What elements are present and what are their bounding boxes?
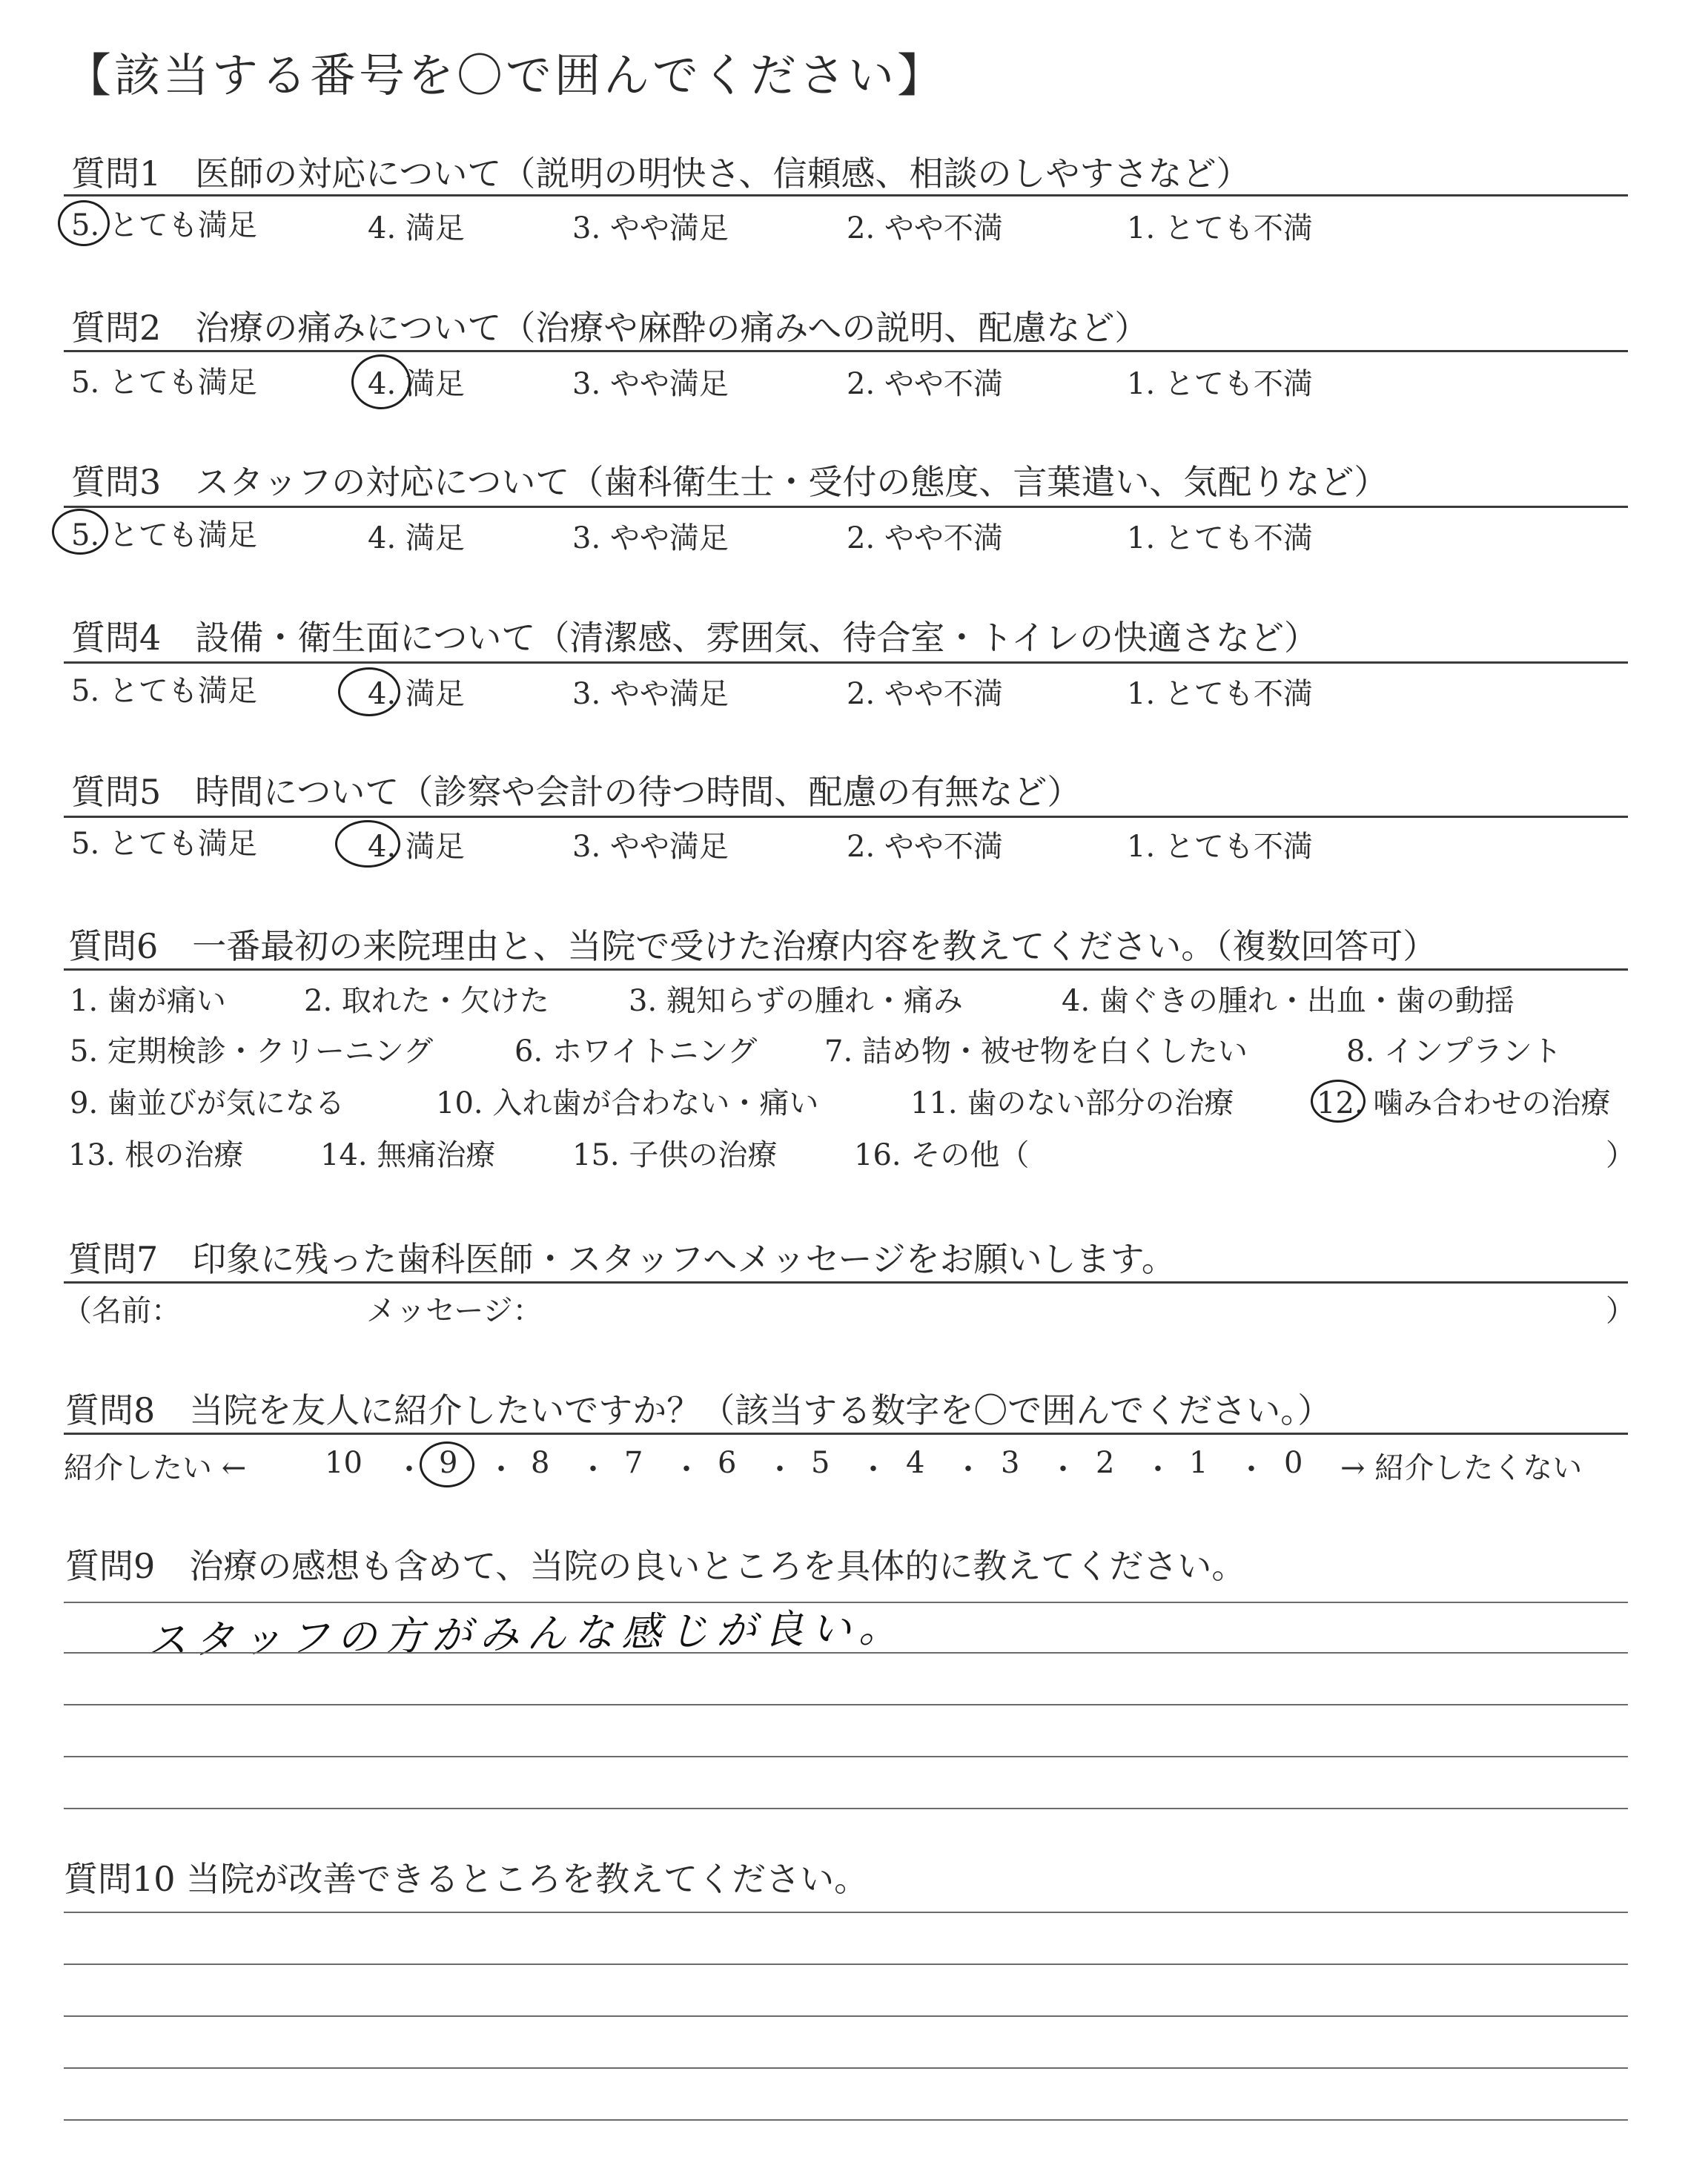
q10-line-3 xyxy=(64,2015,1628,2017)
q3-option-5[interactable]: 5. とても満足 xyxy=(71,518,257,552)
q6-option-5[interactable]: 5. 定期検診・クリーニング xyxy=(70,1034,434,1069)
q6-option-14[interactable]: 14. 無痛治療 xyxy=(320,1138,496,1172)
q9-line-3 xyxy=(64,1704,1628,1705)
q8-score-7[interactable]: 7 xyxy=(624,1446,643,1480)
q8-separator: ・ xyxy=(578,1453,608,1487)
q9-line-2 xyxy=(64,1652,1628,1654)
q3-selection-circle xyxy=(52,509,108,555)
q6-option-11[interactable]: 11. 歯のない部分の治療 xyxy=(910,1086,1234,1120)
q6-selection-circle xyxy=(1311,1080,1366,1123)
q8-score-6[interactable]: 6 xyxy=(718,1446,737,1480)
q8-separator: ・ xyxy=(858,1453,888,1487)
question-3-rule xyxy=(64,506,1628,508)
question-5-title: 質問5 時間について（診察や会計の待つ時間、配慮の有無など） xyxy=(71,772,1082,812)
q4-option-3[interactable]: 3. やや満足 xyxy=(572,677,729,711)
q6-option-10[interactable]: 10. 入れ歯が合わない・痛い xyxy=(436,1086,819,1120)
q9-handwritten-answer: スタッフの方がみんな感じが良い。 xyxy=(146,1604,907,1664)
question-1-rule xyxy=(64,194,1628,196)
q2-option-5[interactable]: 5. とても満足 xyxy=(71,366,257,400)
q8-score-9[interactable]: 9 xyxy=(439,1446,458,1480)
q8-separator: ・ xyxy=(765,1453,795,1487)
q3-option-2[interactable]: 2. やや不満 xyxy=(847,521,1003,555)
q7-close-paren: ） xyxy=(1606,1294,1635,1328)
q9-line-5 xyxy=(64,1808,1628,1809)
q10-line-4 xyxy=(64,2067,1628,2069)
question-10-title: 質問10 当院が改善できるところを教えてください。 xyxy=(64,1859,869,1899)
q4-option-5[interactable]: 5. とても満足 xyxy=(71,674,257,708)
q8-separator: ・ xyxy=(486,1453,516,1487)
q4-option-4[interactable]: 4. 満足 xyxy=(368,677,465,711)
q6-other-close-paren: ） xyxy=(1606,1138,1635,1172)
question-4-title: 質問4 設備・衛生面について（清潔感、雰囲気、待合室・トイレの快適さなど） xyxy=(71,618,1319,658)
q8-separator: ・ xyxy=(1143,1453,1173,1487)
question-9-title: 質問9 治療の感想も含めて、当院の良いところを具体的に教えてください。 xyxy=(65,1546,1246,1586)
question-7-rule xyxy=(64,1281,1628,1284)
q10-line-2 xyxy=(64,1964,1628,1965)
q8-score-4[interactable]: 4 xyxy=(906,1446,925,1480)
question-6-title: 質問6 一番最初の来院理由と、当院で受けた治療内容を教えてください。（複数回答可） xyxy=(68,926,1437,966)
q10-line-5 xyxy=(64,2119,1628,2121)
q3-option-4[interactable]: 4. 満足 xyxy=(368,521,465,555)
question-6-rule xyxy=(64,968,1628,971)
q2-selection-circle xyxy=(351,354,411,409)
q6-option-2[interactable]: 2. 取れた・欠けた xyxy=(304,984,549,1018)
question-3-title: 質問3 スタッフの対応について（歯科衛生士・受付の態度、言葉遣い、気配りなど） xyxy=(71,462,1388,502)
q7-message-label: メッセージ： xyxy=(366,1294,543,1328)
q6-option-8[interactable]: 8. インプラント xyxy=(1346,1034,1562,1069)
q1-option-4[interactable]: 4. 満足 xyxy=(368,211,465,245)
q6-option-15[interactable]: 15. 子供の治療 xyxy=(572,1138,778,1172)
q1-option-5[interactable]: 5. とても満足 xyxy=(71,208,257,242)
q1-option-1[interactable]: 1. とても不満 xyxy=(1127,211,1313,245)
q4-option-1[interactable]: 1. とても不満 xyxy=(1127,677,1313,711)
q2-option-3[interactable]: 3. やや満足 xyxy=(572,367,729,401)
question-5-rule xyxy=(64,816,1628,818)
q6-option-13[interactable]: 13. 根の治療 xyxy=(68,1138,244,1172)
q5-option-4[interactable]: 4. 満足 xyxy=(368,830,465,864)
q6-option-12[interactable]: 12. 噛み合わせの治療 xyxy=(1317,1086,1611,1120)
q5-option-5[interactable]: 5. とても満足 xyxy=(71,827,257,861)
q5-option-3[interactable]: 3. やや満足 xyxy=(572,830,729,864)
q8-separator: ・ xyxy=(672,1453,701,1487)
q5-option-2[interactable]: 2. やや不満 xyxy=(847,830,1003,864)
q8-separator: ・ xyxy=(394,1453,424,1487)
q8-score-0[interactable]: 0 xyxy=(1284,1446,1303,1480)
q1-option-3[interactable]: 3. やや満足 xyxy=(572,211,729,245)
q8-right-label: → 紹介したくない xyxy=(1340,1451,1583,1485)
q2-option-1[interactable]: 1. とても不満 xyxy=(1127,367,1313,401)
q7-name-label: （名前： xyxy=(62,1294,181,1328)
q6-option-7[interactable]: 7. 詰め物・被せ物を白くしたい xyxy=(824,1034,1248,1069)
q8-score-10[interactable]: 10 xyxy=(325,1446,363,1480)
question-2-rule xyxy=(64,350,1628,352)
q4-option-2[interactable]: 2. やや不満 xyxy=(847,677,1003,711)
q6-option-3[interactable]: 3. 親知らずの腫れ・痛み xyxy=(629,984,963,1018)
question-1-title: 質問1 医師の対応について（説明の明快さ、信頼感、相談のしやすさなど） xyxy=(71,153,1251,194)
q6-option-6[interactable]: 6. ホワイトニング xyxy=(514,1034,758,1069)
question-2-title: 質問2 治療の痛みについて（治療や麻酔の痛みへの説明、配慮など） xyxy=(71,308,1149,348)
q8-left-label: 紹介したい ← xyxy=(64,1451,247,1485)
q6-option-4[interactable]: 4. 歯ぐきの腫れ・出血・歯の動揺 xyxy=(1062,984,1515,1018)
page-title: 【該当する番号を〇で囲んでください】 xyxy=(65,48,947,102)
q9-line-4 xyxy=(64,1756,1628,1757)
q1-option-2[interactable]: 2. やや不満 xyxy=(847,211,1003,245)
q8-separator: ・ xyxy=(953,1453,983,1487)
q8-score-1[interactable]: 1 xyxy=(1189,1446,1208,1480)
question-8-title: 質問8 当院を友人に紹介したいですか？（該当する数字を〇で囲んでください。） xyxy=(65,1390,1332,1430)
q6-option-1[interactable]: 1. 歯が痛い xyxy=(70,984,226,1018)
q10-line-1 xyxy=(64,1912,1628,1913)
q1-selection-circle xyxy=(58,200,110,246)
q3-option-1[interactable]: 1. とても不満 xyxy=(1127,521,1313,555)
q8-score-2[interactable]: 2 xyxy=(1096,1446,1115,1480)
question-8-rule xyxy=(64,1433,1628,1435)
q8-score-5[interactable]: 5 xyxy=(811,1446,830,1480)
q8-separator: ・ xyxy=(1048,1453,1078,1487)
q5-option-1[interactable]: 1. とても不満 xyxy=(1127,830,1313,864)
q2-option-4[interactable]: 4. 満足 xyxy=(368,367,465,401)
q6-option-9[interactable]: 9. 歯並びが気になる xyxy=(70,1086,345,1120)
q8-selection-circle xyxy=(420,1441,474,1487)
q8-score-3[interactable]: 3 xyxy=(1001,1446,1020,1480)
question-4-rule xyxy=(64,661,1628,664)
q8-separator: ・ xyxy=(1237,1453,1266,1487)
q6-option-16[interactable]: 16. その他（ xyxy=(854,1138,1030,1172)
q5-selection-circle xyxy=(335,820,400,868)
q2-option-2[interactable]: 2. やや不満 xyxy=(847,367,1003,401)
q4-selection-circle xyxy=(338,667,400,716)
question-7-title: 質問7 印象に残った歯科医師・スタッフへメッセージをお願いします。 xyxy=(68,1239,1176,1279)
q3-option-3[interactable]: 3. やや満足 xyxy=(572,521,729,555)
q8-score-8[interactable]: 8 xyxy=(531,1446,550,1480)
